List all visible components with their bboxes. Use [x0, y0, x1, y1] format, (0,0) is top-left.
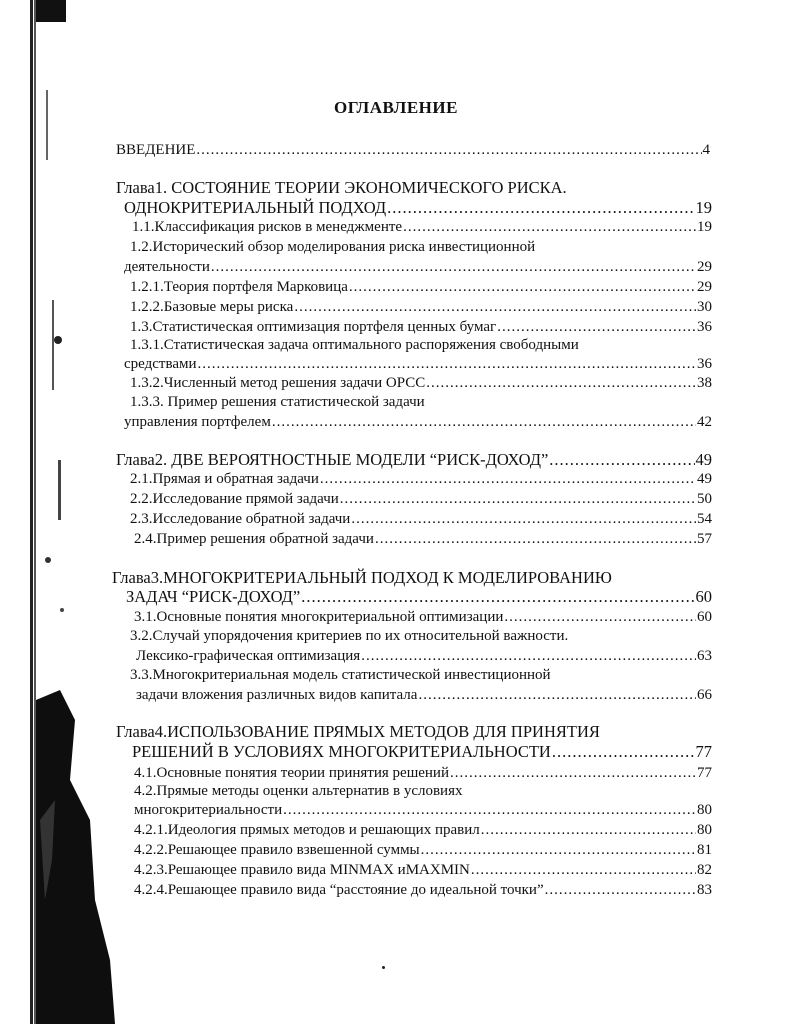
toc-page-number: 36	[697, 319, 712, 335]
toc-entry-3-2[interactable]: 3.2.Случай упорядочения критериев по их относительной важности.	[130, 628, 569, 644]
toc-entry-3-1[interactable]	[134, 607, 712, 627]
dot-leader	[450, 763, 696, 783]
toc-entry-1-3-2[interactable]	[130, 373, 712, 393]
dot-leader	[283, 800, 696, 820]
toc-entry-3-2-cont[interactable]	[136, 646, 712, 666]
toc-page-number: 42	[697, 414, 712, 430]
toc-entry-4-2-cont[interactable]	[134, 800, 712, 820]
dot-leader	[361, 646, 696, 666]
dot-leader	[549, 450, 694, 470]
toc-page-number: 38	[697, 375, 712, 391]
dot-leader	[403, 217, 696, 237]
toc-entry-label: 4.2.3.Решающее правило вида MINMAX иMAXMIN	[134, 862, 470, 878]
toc-entry-label: ОДНОКРИТЕРИАЛЬНЫЙ ПОДХОД	[124, 198, 387, 217]
chapter-3-heading[interactable]: Глава3.МНОГОКРИТЕРИАЛЬНЫЙ ПОДХОД К МОДЕЛИРОВАНИЮ	[112, 568, 612, 587]
toc-entry-3-3-cont[interactable]	[136, 685, 712, 705]
toc-entry-label: 2.1.Прямая и обратная задачи	[130, 471, 319, 487]
toc-entry-label: управления портфелем	[124, 414, 271, 430]
chapter-4-heading-cont[interactable]	[132, 742, 712, 762]
toc-entry-label: средствами	[124, 356, 197, 372]
toc-entry-1-3-3-cont[interactable]	[124, 412, 712, 432]
toc-page-number: 60	[697, 609, 712, 625]
toc-page-number: 77	[695, 742, 712, 761]
toc-entry-label: 1.3.2.Численный метод решения задачи ОРСС	[130, 375, 426, 391]
toc-title: ОГЛАВЛЕНИЕ	[334, 98, 458, 117]
toc-entry-1-3-1-cont[interactable]	[124, 354, 712, 374]
toc-entry-4-2[interactable]: 4.2.Прямые методы оценки альтернатив в условиях	[134, 783, 463, 799]
chapter-3-heading-cont[interactable]	[126, 587, 712, 607]
toc-page-number: 80	[697, 802, 712, 818]
toc-page-number: 83	[697, 882, 712, 898]
toc-entry-4-2-3[interactable]	[134, 860, 712, 880]
toc-entry-introduction[interactable]	[116, 140, 710, 160]
toc-entry-label: 1.1.Классификация рисков в менеджменте	[132, 219, 403, 235]
toc-entry-label: многокритериальности	[134, 802, 283, 818]
toc-entry-1-2[interactable]: 1.2.Исторический обзор моделирования риска инвестиционной	[130, 239, 536, 255]
toc-entry-label: 4.2.1.Идеология прямых методов и решающих правил	[134, 822, 480, 838]
dot-leader	[497, 317, 696, 337]
dot-leader	[504, 607, 696, 627]
toc-entry-4-2-2[interactable]	[134, 840, 712, 860]
toc-page-number: 19	[695, 198, 712, 217]
toc-page-number: 19	[697, 219, 712, 235]
toc-entry-1-2-cont[interactable]	[124, 257, 712, 277]
toc-page-number: 63	[697, 648, 712, 664]
toc-entry-1-3-3[interactable]: 1.3.3. Пример решения статистической задачи	[130, 394, 425, 410]
chapter-2-heading[interactable]	[116, 450, 712, 470]
toc-entry-label: 1.2.1.Теория портфеля Марковица	[130, 279, 348, 295]
toc-entry-2-2[interactable]	[130, 489, 712, 509]
chapter-4-heading[interactable]: Глава4.ИСПОЛЬЗОВАНИЕ ПРЯМЫХ МЕТОДОВ ДЛЯ ПРИНЯТИЯ	[116, 722, 600, 741]
page-mark	[382, 966, 385, 969]
dot-leader	[387, 198, 694, 218]
toc-entry-label: 2.3.Исследование обратной задачи	[130, 511, 351, 527]
toc-page-number: 50	[697, 491, 712, 507]
chapter-1-heading[interactable]: Глава1. СОСТОЯНИЕ ТЕОРИИ ЭКОНОМИЧЕСКОГО РИСКА.	[116, 178, 567, 197]
toc-entry-2-4[interactable]	[134, 529, 712, 549]
toc-entry-label: 2.2.Исследование прямой задачи	[130, 491, 339, 507]
toc-entry-label: деятельности	[124, 259, 210, 275]
toc-page-number: 36	[697, 356, 712, 372]
toc-page-number: 4	[702, 142, 710, 158]
toc-entry-label: 3.1.Основные понятия многокритериальной оптимизации	[134, 609, 504, 625]
toc-entry-4-1[interactable]	[134, 763, 712, 783]
dot-leader	[552, 742, 695, 762]
toc-entry-label: задачи вложения различных видов капитала	[136, 687, 418, 703]
toc-entry-1-3-1[interactable]: 1.3.1.Статистическая задача оптимального распоряжения свободными	[130, 337, 579, 353]
toc-entry-label: Глава2. ДВЕ ВЕРОЯТНОСТНЫЕ МОДЕЛИ “РИСК-ДОХОД”	[116, 450, 549, 469]
toc-entry-label: 4.1.Основные понятия теории принятия решений	[134, 765, 449, 781]
toc-entry-label: 4.2.4.Решающее правило вида “расстояние до идеальной точки”	[134, 882, 544, 898]
dot-leader	[196, 140, 701, 160]
toc-entry-label: ВВЕДЕНИЕ	[116, 142, 196, 158]
dot-leader	[471, 860, 696, 880]
toc-entry-label: 2.4.Пример решения обратной задачи	[134, 531, 374, 547]
toc-entry-4-2-4[interactable]	[134, 880, 712, 900]
toc-entry-1-2-2[interactable]	[130, 297, 712, 317]
toc-entry-3-3[interactable]: 3.3.Многокритериальная модель статистической инвестиционной	[130, 667, 551, 683]
toc-entry-label: ЗАДАЧ “РИСК-ДОХОД”	[126, 587, 301, 606]
toc-page-number: 81	[697, 842, 712, 858]
toc-entry-4-2-1[interactable]	[134, 820, 712, 840]
dot-leader	[418, 685, 696, 705]
toc-entry-2-3[interactable]	[130, 509, 712, 529]
toc-entry-label: 1.3.Статистическая оптимизация портфеля ценных бумаг	[130, 319, 497, 335]
dot-leader	[211, 257, 696, 277]
dot-leader	[481, 820, 696, 840]
toc-entry-label: Лексико-графическая оптимизация	[136, 648, 361, 664]
toc-entry-label: 1.2.2.Базовые меры риска	[130, 299, 294, 315]
toc-page-number: 49	[695, 450, 712, 469]
toc-page-number: 82	[697, 862, 712, 878]
dot-leader	[320, 469, 696, 489]
toc-page-number: 57	[697, 531, 712, 547]
toc-page-number: 49	[697, 471, 712, 487]
dot-leader	[375, 529, 696, 549]
dot-leader	[545, 880, 696, 900]
toc-entry-label: 4.2.2.Решающее правило взвешенной суммы	[134, 842, 420, 858]
toc-entry-label: РЕШЕНИЙ В УСЛОВИЯХ МНОГОКРИТЕРИАЛЬНОСТИ	[132, 742, 551, 761]
dot-leader	[198, 354, 696, 374]
toc-page-number: 29	[697, 259, 712, 275]
dot-leader	[294, 297, 696, 317]
dot-leader	[421, 840, 696, 860]
dot-leader	[272, 412, 696, 432]
chapter-1-heading-cont[interactable]	[124, 198, 712, 218]
toc-entry-1-3[interactable]	[130, 317, 712, 337]
toc-page-number: 66	[697, 687, 712, 703]
dot-leader	[349, 277, 696, 297]
toc-page-number: 30	[697, 299, 712, 315]
toc-page-number: 80	[697, 822, 712, 838]
dot-leader	[426, 373, 696, 393]
toc-page-number: 54	[697, 511, 712, 527]
toc-page-number: 60	[695, 587, 712, 606]
toc-entry-1-1[interactable]	[132, 217, 712, 237]
toc-entry-2-1[interactable]	[130, 469, 712, 489]
toc-entry-1-2-1[interactable]	[130, 277, 712, 297]
dot-leader	[301, 587, 694, 607]
dot-leader	[340, 489, 696, 509]
toc-page-number: 29	[697, 279, 712, 295]
dot-leader	[351, 509, 696, 529]
toc-page-number: 77	[697, 765, 712, 781]
